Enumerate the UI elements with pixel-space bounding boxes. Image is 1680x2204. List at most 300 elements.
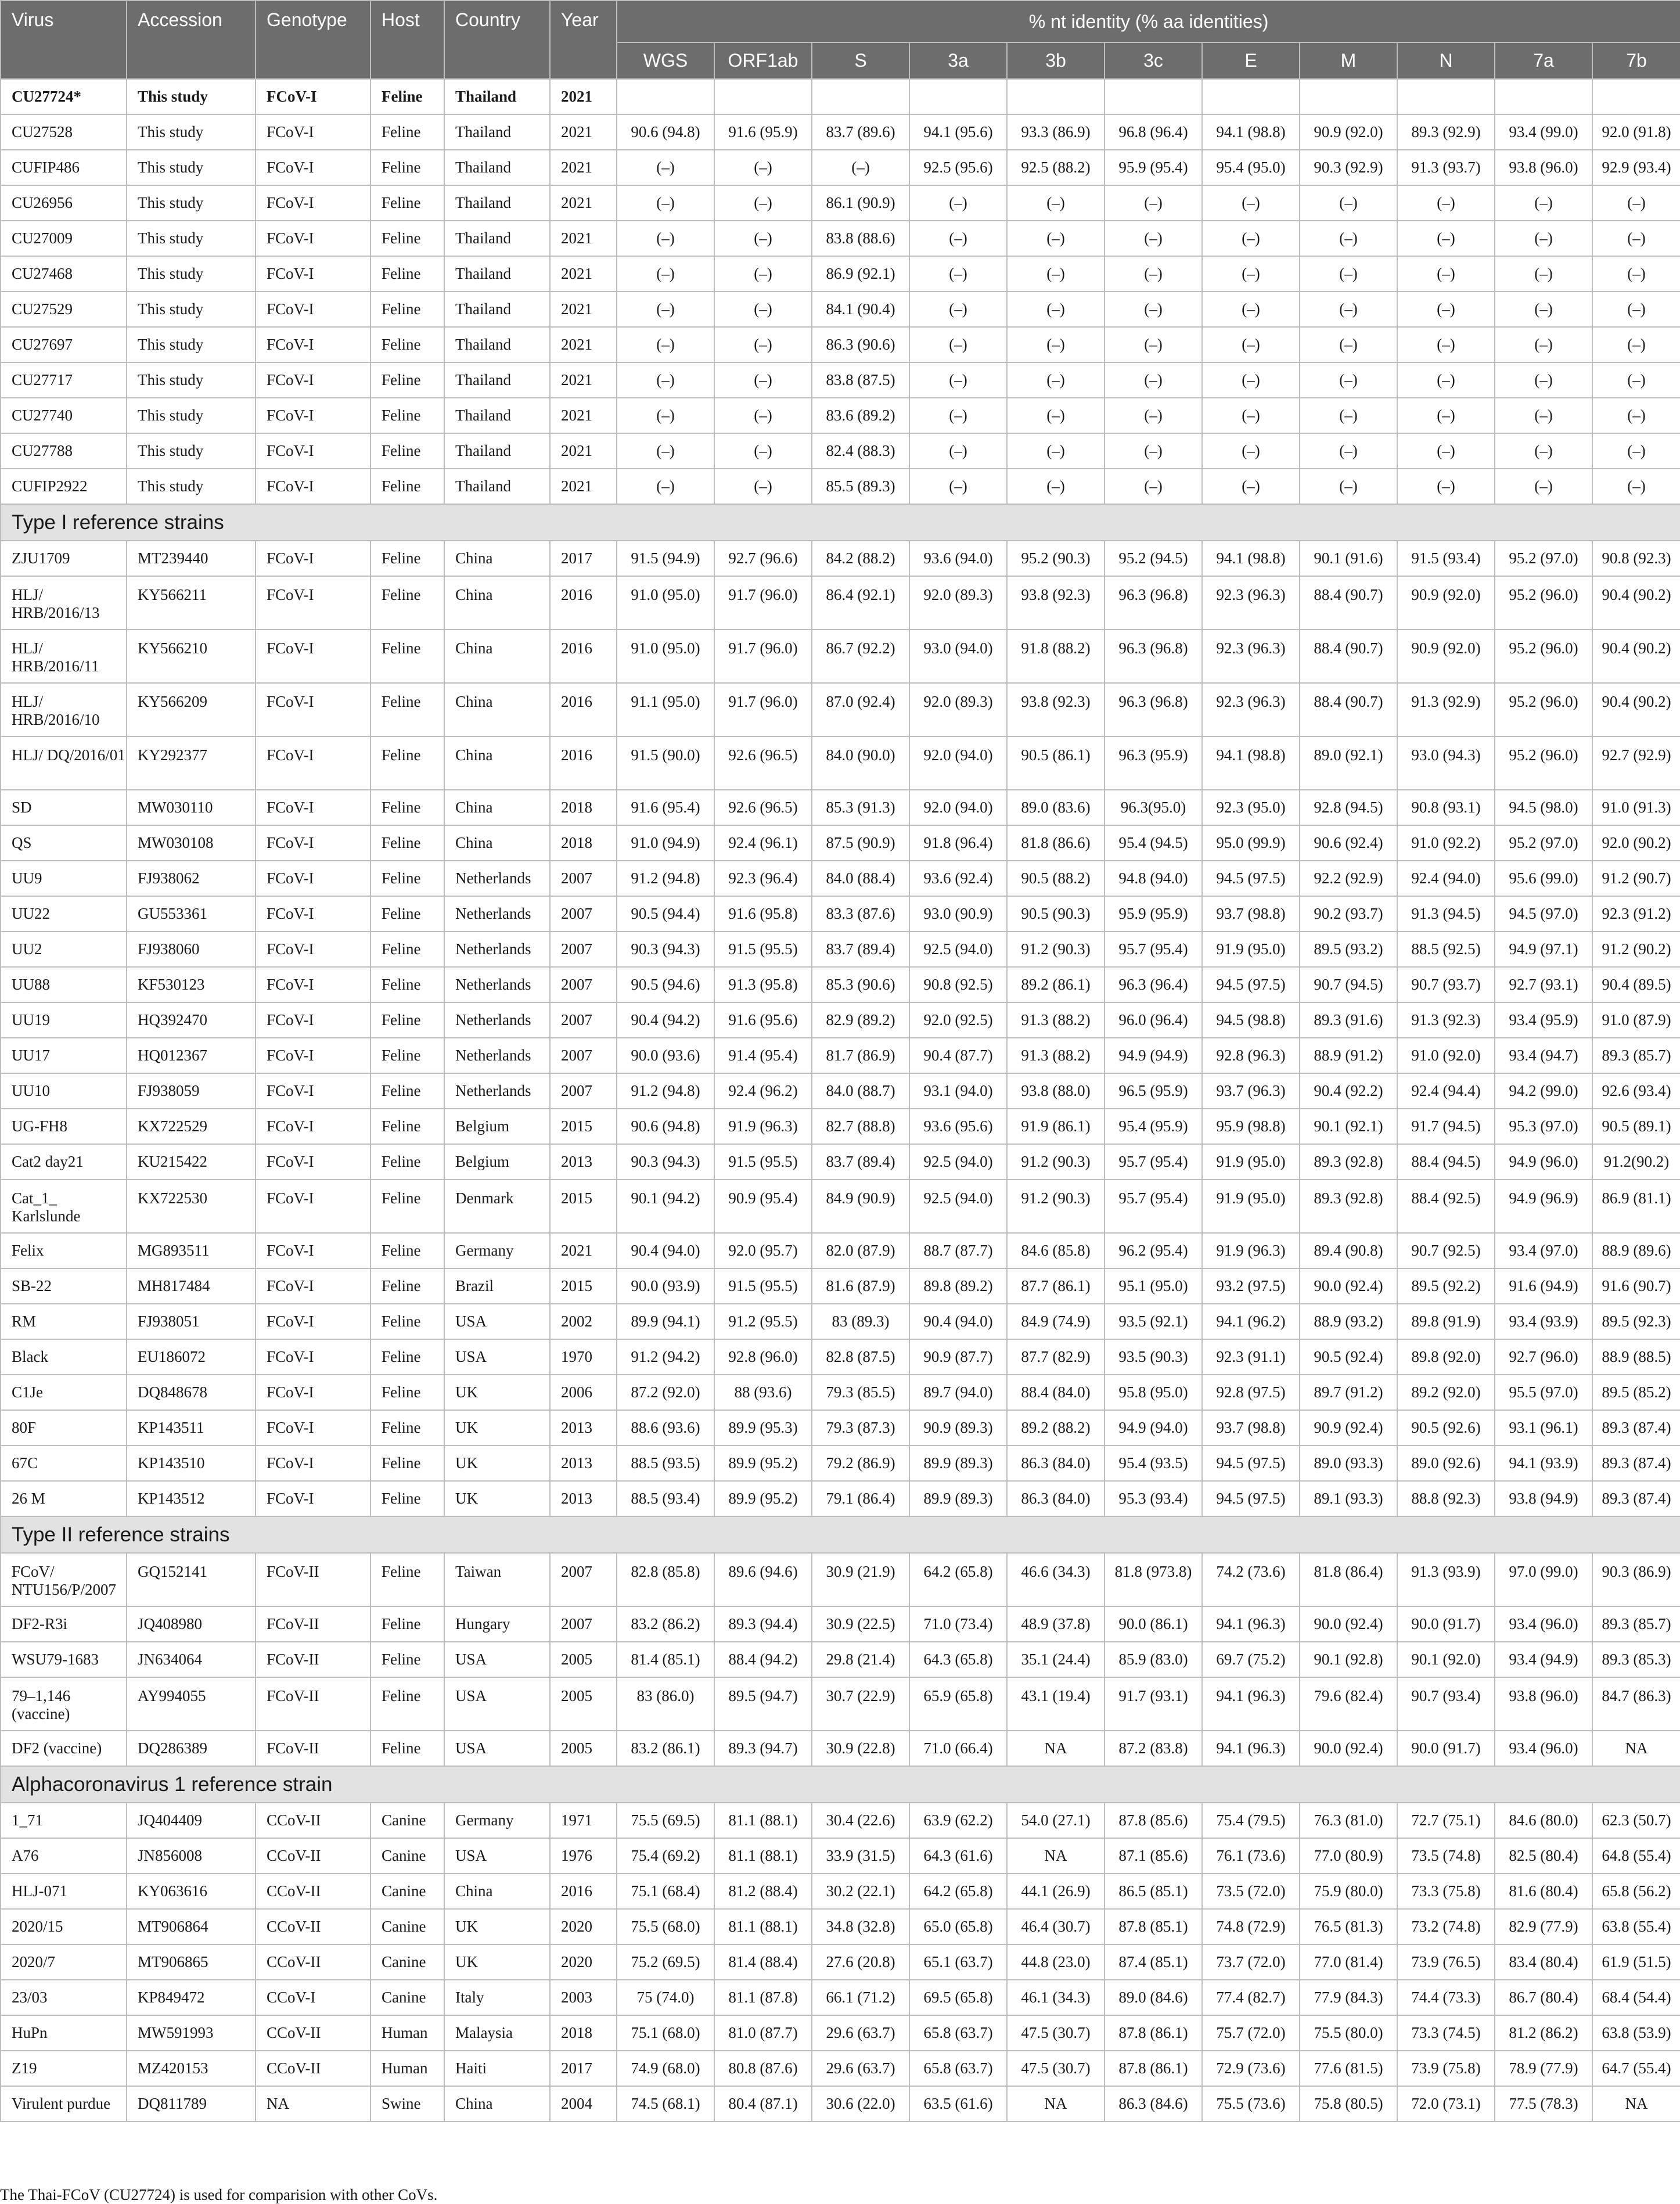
header-gene: M <box>1300 42 1397 79</box>
identity-value-cell: 90.6 (94.8) <box>617 114 714 150</box>
year-cell: 2018 <box>550 790 617 825</box>
identity-value-cell: (–) <box>1300 433 1397 469</box>
identity-value-cell: 73.5 (72.0) <box>1202 1874 1300 1909</box>
table-row <box>1 1038 1680 1073</box>
identity-value-cell <box>1007 79 1105 114</box>
identity-value-cell: (–) <box>1397 292 1495 327</box>
identity-value-cell: 91.3 (92.3) <box>1397 1002 1495 1038</box>
accession-cell: This study <box>127 79 256 114</box>
identity-value-cell: 94.2 (99.0) <box>1495 1073 1592 1109</box>
identity-value-cell: NA <box>1007 1731 1105 1766</box>
host-cell: Feline <box>370 1677 444 1731</box>
year-cell: 1976 <box>550 1838 617 1874</box>
identity-value-cell: 73.9 (76.5) <box>1397 1944 1495 1980</box>
year-cell: 2006 <box>550 1375 617 1410</box>
identity-value-cell: 65.8 (63.7) <box>909 2051 1007 2086</box>
year-cell: 2015 <box>550 1109 617 1144</box>
identity-value-cell: 88.5 (92.5) <box>1397 932 1495 967</box>
identity-value-cell: (–) <box>714 433 812 469</box>
identity-value-cell: (–) <box>1202 362 1300 398</box>
identity-value-cell: 66.1 (71.2) <box>812 1980 909 2015</box>
accession-cell: FJ938062 <box>127 861 256 896</box>
identity-value-cell: 94.5 (97.5) <box>1202 1446 1300 1481</box>
identity-value-cell: 86.3 (84.6) <box>1105 2086 1202 2122</box>
host-cell: Feline <box>370 79 444 114</box>
identity-value-cell: 95.3 (93.4) <box>1105 1481 1202 1516</box>
genotype-cell: FCoV-I <box>256 256 370 292</box>
identity-value-cell: (–) <box>1397 362 1495 398</box>
identity-value-cell: 88.8 (92.3) <box>1397 1481 1495 1516</box>
year-cell: 2007 <box>550 1002 617 1038</box>
identity-value-cell: 95.7 (95.4) <box>1105 1144 1202 1180</box>
identity-value-cell: 92.3 (96.3) <box>1202 683 1300 736</box>
host-cell: Feline <box>370 1073 444 1109</box>
identity-value-cell: (–) <box>909 256 1007 292</box>
identity-value-cell: 84.0 (88.7) <box>812 1073 909 1109</box>
identity-value-cell: 94.1 (96.3) <box>1202 1606 1300 1642</box>
virus-cell: UU2 <box>1 932 127 967</box>
host-cell: Canine <box>370 1838 444 1874</box>
identity-value-cell: 91.5 (95.5) <box>714 932 812 967</box>
genotype-cell: FCoV-I <box>256 861 370 896</box>
host-cell: Feline <box>370 1553 444 1606</box>
identity-value-cell: 64.3 (65.8) <box>909 1642 1007 1677</box>
table-row <box>1 896 1680 932</box>
table-row <box>1 1553 1680 1606</box>
identity-value-cell: 93.6 (94.0) <box>909 541 1007 576</box>
identity-value-cell: 90.4 (94.0) <box>909 1304 1007 1339</box>
identity-value-cell: 65.8 (63.7) <box>909 2015 1007 2051</box>
identity-value-cell: 95.0 (99.9) <box>1202 825 1300 861</box>
identity-value-cell: 88.4 (90.7) <box>1300 630 1397 683</box>
identity-value-cell: (–) <box>909 398 1007 433</box>
identity-value-cell: 91.7 (96.0) <box>714 683 812 736</box>
identity-value-cell: 95.2 (96.0) <box>1495 576 1592 630</box>
identity-value-cell: 75.9 (80.0) <box>1300 1874 1397 1909</box>
year-cell: 2021 <box>550 398 617 433</box>
identity-value-cell: (–) <box>617 221 714 256</box>
country-cell: UK <box>444 1944 550 1980</box>
identity-value-cell: (–) <box>909 327 1007 362</box>
identity-value-cell: 94.9 (97.1) <box>1495 932 1592 967</box>
genotype-cell: FCoV-I <box>256 1233 370 1268</box>
accession-cell: This study <box>127 292 256 327</box>
identity-value-cell: 92.4 (96.1) <box>714 825 812 861</box>
identity-value-cell: 90.4 (94.0) <box>617 1233 714 1268</box>
virus-cell: HLJ/ HRB/2016/13 <box>1 576 127 630</box>
identity-value-cell: 88.9 (88.5) <box>1592 1339 1680 1375</box>
identity-value-cell: 89.8 (92.0) <box>1397 1339 1495 1375</box>
identity-value-cell: 80.8 (87.6) <box>714 2051 812 2086</box>
genotype-cell: FCoV-I <box>256 932 370 967</box>
identity-value-cell <box>1202 79 1300 114</box>
identity-value-cell: 92.5 (94.0) <box>909 1180 1007 1233</box>
virus-cell: HLJ/ DQ/2016/01 <box>1 736 127 790</box>
table-row <box>1 1980 1680 2015</box>
identity-value-cell: 91.9 (95.0) <box>1202 932 1300 967</box>
identity-value-cell: 90.7 (92.5) <box>1397 1233 1495 1268</box>
identity-value-cell: 75.2 (69.5) <box>617 1944 714 1980</box>
identity-value-cell: 95.2 (90.3) <box>1007 541 1105 576</box>
identity-value-cell: 89.9 (95.3) <box>714 1410 812 1446</box>
table-row <box>1 630 1680 683</box>
identity-value-cell: 93.0 (94.0) <box>909 630 1007 683</box>
identity-value-cell: 91.5 (95.5) <box>714 1144 812 1180</box>
section-title: Type I reference strains <box>1 504 1680 541</box>
identity-value-cell: 83.2 (86.1) <box>617 1731 714 1766</box>
identity-value-cell: 89.5 (94.7) <box>714 1677 812 1731</box>
identity-value-cell: 83.3 (87.6) <box>812 896 909 932</box>
table-row <box>1 256 1680 292</box>
identity-value-cell: 92.4 (94.4) <box>1397 1073 1495 1109</box>
identity-value-cell: 91.6 (90.7) <box>1592 1268 1680 1304</box>
table-row <box>1 2051 1680 2086</box>
genotype-cell: FCoV-I <box>256 150 370 185</box>
identity-value-cell: 92.5 (94.0) <box>909 932 1007 967</box>
identity-value-cell: 77.6 (81.5) <box>1300 2051 1397 2086</box>
identity-value-cell: 73.5 (74.8) <box>1397 1838 1495 1874</box>
accession-cell: KP143512 <box>127 1481 256 1516</box>
virus-cell: DF2 (vaccine) <box>1 1731 127 1766</box>
identity-value-cell: 92.6 (96.5) <box>714 790 812 825</box>
identity-value-cell: 91.0 (95.0) <box>617 630 714 683</box>
identity-value-cell: 85.5 (89.3) <box>812 469 909 504</box>
identity-value-cell: 92.5 (88.2) <box>1007 150 1105 185</box>
identity-value-cell: 95.3 (97.0) <box>1495 1109 1592 1144</box>
host-cell: Canine <box>370 1944 444 1980</box>
identity-value-cell: 92.8 (94.5) <box>1300 790 1397 825</box>
identity-value-cell: 90.4 (92.2) <box>1300 1073 1397 1109</box>
genotype-cell: FCoV-I <box>256 1304 370 1339</box>
header-gene: 7b <box>1592 42 1680 79</box>
identity-value-cell: 89.9 (94.1) <box>617 1304 714 1339</box>
identity-value-cell: (–) <box>617 150 714 185</box>
accession-cell: KX722529 <box>127 1109 256 1144</box>
host-cell: Feline <box>370 967 444 1002</box>
virus-cell: CUFIP486 <box>1 150 127 185</box>
host-cell: Feline <box>370 292 444 327</box>
identity-value-cell: 83 (89.3) <box>812 1304 909 1339</box>
identity-value-cell: 92.8 (96.3) <box>1202 1038 1300 1073</box>
identity-value-cell: 90.8 (92.5) <box>909 967 1007 1002</box>
identity-value-cell: (–) <box>1105 398 1202 433</box>
identity-value-cell: 91.8 (88.2) <box>1007 630 1105 683</box>
year-cell: 2016 <box>550 683 617 736</box>
year-cell: 2013 <box>550 1446 617 1481</box>
identity-value-cell: 44.1 (26.9) <box>1007 1874 1105 1909</box>
genotype-cell: FCoV-I <box>256 1410 370 1446</box>
country-cell: Haiti <box>444 2051 550 2086</box>
virus-cell: Cat_1_ Karlslunde <box>1 1180 127 1233</box>
identity-value-cell: 75.1 (68.0) <box>617 2015 714 2051</box>
host-cell: Human <box>370 2015 444 2051</box>
country-cell: Netherlands <box>444 932 550 967</box>
identity-value-cell: 95.2 (94.5) <box>1105 541 1202 576</box>
identity-value-cell: 92.0 (94.0) <box>909 790 1007 825</box>
identity-value-cell: 91.0 (92.0) <box>1397 1038 1495 1073</box>
genotype-cell: FCoV-I <box>256 79 370 114</box>
identity-value-cell: 81.8 (86.4) <box>1300 1553 1397 1606</box>
header-gene: N <box>1397 42 1495 79</box>
identity-value-cell: 90.5 (92.6) <box>1397 1410 1495 1446</box>
accession-cell: KX722530 <box>127 1180 256 1233</box>
identity-value-cell: 89.3 (92.8) <box>1300 1144 1397 1180</box>
identity-value-cell: (–) <box>1007 433 1105 469</box>
genotype-cell: CCoV-II <box>256 1909 370 1944</box>
virus-cell: CU27468 <box>1 256 127 292</box>
identity-value-cell: 93.6 (95.6) <box>909 1109 1007 1144</box>
identity-value-cell <box>1397 79 1495 114</box>
country-cell: Italy <box>444 1980 550 2015</box>
year-cell: 1970 <box>550 1339 617 1375</box>
identity-value-cell: (–) <box>1592 327 1680 362</box>
identity-value-cell: 96.2 (95.4) <box>1105 1233 1202 1268</box>
host-cell: Feline <box>370 1642 444 1677</box>
identity-value-cell: 90.0 (93.6) <box>617 1038 714 1073</box>
identity-value-cell: 69.5 (65.8) <box>909 1980 1007 2015</box>
identity-value-cell: (–) <box>1300 256 1397 292</box>
year-cell: 2016 <box>550 736 617 790</box>
identity-value-cell: 72.0 (73.1) <box>1397 2086 1495 2122</box>
virus-cell: UU17 <box>1 1038 127 1073</box>
identity-value-cell: 88.9 (89.6) <box>1592 1233 1680 1268</box>
table-row <box>1 1803 1680 1838</box>
accession-cell: This study <box>127 469 256 504</box>
identity-value-cell: 91.2 (94.8) <box>617 1073 714 1109</box>
identity-value-cell: 93.4 (95.9) <box>1495 1002 1592 1038</box>
country-cell: Malaysia <box>444 2015 550 2051</box>
virus-cell: SB-22 <box>1 1268 127 1304</box>
accession-cell: MT906864 <box>127 1909 256 1944</box>
virus-cell: UU9 <box>1 861 127 896</box>
identity-value-cell: 72.9 (73.6) <box>1202 2051 1300 2086</box>
identity-value-cell: 92.8 (97.5) <box>1202 1375 1300 1410</box>
header-gene: ORF1ab <box>714 42 812 79</box>
identity-value-cell: 81.2 (88.4) <box>714 1874 812 1909</box>
identity-value-cell: 83 (86.0) <box>617 1677 714 1731</box>
identity-value-cell: (–) <box>1592 256 1680 292</box>
accession-cell: This study <box>127 256 256 292</box>
virus-cell: 67C <box>1 1446 127 1481</box>
table-row <box>1 825 1680 861</box>
country-cell: China <box>444 825 550 861</box>
identity-value-cell: (–) <box>1300 469 1397 504</box>
table-row <box>1 967 1680 1002</box>
identity-value-cell: 86.9 (81.1) <box>1592 1180 1680 1233</box>
table-row <box>1 790 1680 825</box>
virus-cell: CU27528 <box>1 114 127 150</box>
genotype-cell: FCoV-II <box>256 1642 370 1677</box>
identity-value-cell: 96.0 (96.4) <box>1105 1002 1202 1038</box>
genotype-cell: FCoV-I <box>256 1375 370 1410</box>
country-cell: UK <box>444 1481 550 1516</box>
identity-value-cell: 81.6 (80.4) <box>1495 1874 1592 1909</box>
identity-value-cell: (–) <box>1495 327 1592 362</box>
identity-value-cell: (–) <box>1202 292 1300 327</box>
identity-value-cell: 91.2 (95.5) <box>714 1304 812 1339</box>
table-row <box>1 1109 1680 1144</box>
header-gene: S <box>812 42 909 79</box>
genotype-cell: CCoV-II <box>256 1944 370 1980</box>
genotype-cell: NA <box>256 2086 370 2122</box>
identity-value-cell: 94.5 (98.8) <box>1202 1002 1300 1038</box>
identity-value-cell: 95.9 (98.8) <box>1202 1109 1300 1144</box>
country-cell: Germany <box>444 1233 550 1268</box>
virus-cell: UG-FH8 <box>1 1109 127 1144</box>
country-cell: Thailand <box>444 79 550 114</box>
identity-value-cell: 94.1 (96.3) <box>1202 1731 1300 1766</box>
table-row <box>1 1233 1680 1268</box>
host-cell: Feline <box>370 683 444 736</box>
identity-value-cell: 64.8 (55.4) <box>1592 1838 1680 1874</box>
virus-cell: UU22 <box>1 896 127 932</box>
identity-value-cell: 89.2 (92.0) <box>1397 1375 1495 1410</box>
identity-value-cell: (–) <box>1007 362 1105 398</box>
identity-value-cell: 89.3 (94.7) <box>714 1731 812 1766</box>
year-cell: 2021 <box>550 114 617 150</box>
accession-cell: This study <box>127 327 256 362</box>
genotype-cell: FCoV-I <box>256 825 370 861</box>
table-row <box>1 221 1680 256</box>
host-cell: Feline <box>370 256 444 292</box>
identity-value-cell: 91.0 (94.9) <box>617 825 714 861</box>
identity-value-cell: 54.0 (27.1) <box>1007 1803 1105 1838</box>
country-cell: Thailand <box>444 469 550 504</box>
header-gene: 3b <box>1007 42 1105 79</box>
identity-value-cell: 92.0 (95.7) <box>714 1233 812 1268</box>
accession-cell: FJ938059 <box>127 1073 256 1109</box>
identity-value-cell: (–) <box>617 433 714 469</box>
genotype-cell: FCoV-II <box>256 1553 370 1606</box>
identity-value-cell: 91.6 (95.4) <box>617 790 714 825</box>
identity-value-cell: 90.0 (91.7) <box>1397 1731 1495 1766</box>
identity-value-cell: 89.0 (83.6) <box>1007 790 1105 825</box>
identity-value-cell: (–) <box>617 398 714 433</box>
identity-value-cell: 94.8 (94.0) <box>1105 861 1202 896</box>
table-body <box>1 79 1680 2122</box>
genotype-cell: FCoV-I <box>256 1339 370 1375</box>
identity-value-cell: (–) <box>714 362 812 398</box>
country-cell: Thailand <box>444 398 550 433</box>
identity-value-cell: 89.5 (92.3) <box>1592 1304 1680 1339</box>
identity-value-cell: 46.4 (30.7) <box>1007 1909 1105 1944</box>
identity-value-cell: 30.6 (22.0) <box>812 2086 909 2122</box>
identity-value-cell: 85.9 (83.0) <box>1105 1642 1202 1677</box>
virus-cell: CU27724* <box>1 79 127 114</box>
identity-value-cell: 93.5 (92.1) <box>1105 1304 1202 1339</box>
identity-value-cell: 83.6 (89.2) <box>812 398 909 433</box>
virus-cell: QS <box>1 825 127 861</box>
identity-value-cell: 81.6 (87.9) <box>812 1268 909 1304</box>
country-cell: Thailand <box>444 150 550 185</box>
section-title: Type II reference strains <box>1 1516 1680 1553</box>
identity-value-cell: 74.4 (73.3) <box>1397 1980 1495 2015</box>
identity-value-cell: 84.2 (88.2) <box>812 541 909 576</box>
country-cell: China <box>444 630 550 683</box>
identity-value-cell <box>1495 79 1592 114</box>
identity-value-cell: (–) <box>1592 362 1680 398</box>
identity-value-cell: (–) <box>909 362 1007 398</box>
year-cell: 2017 <box>550 2051 617 2086</box>
identity-value-cell: 82.0 (87.9) <box>812 1233 909 1268</box>
identity-value-cell: 95.2 (96.0) <box>1495 630 1592 683</box>
identity-value-cell: 90.0 (93.9) <box>617 1268 714 1304</box>
identity-value-cell: 91.2 (90.7) <box>1592 861 1680 896</box>
identity-value-cell: 89.0 (92.6) <box>1397 1446 1495 1481</box>
identity-value-cell: 86.7 (92.2) <box>812 630 909 683</box>
genotype-cell: CCoV-II <box>256 1803 370 1838</box>
identity-value-cell: 89.3 (85.7) <box>1592 1606 1680 1642</box>
host-cell: Feline <box>370 630 444 683</box>
year-cell: 2016 <box>550 576 617 630</box>
year-cell: 2018 <box>550 825 617 861</box>
virus-cell: CU27717 <box>1 362 127 398</box>
identity-value-cell: 92.7 (93.1) <box>1495 967 1592 1002</box>
host-cell: Feline <box>370 327 444 362</box>
accession-cell: JN856008 <box>127 1838 256 1874</box>
identity-value-cell: 30.2 (22.1) <box>812 1874 909 1909</box>
identity-value-cell: 73.2 (74.8) <box>1397 1909 1495 1944</box>
genotype-cell: FCoV-II <box>256 1731 370 1766</box>
identity-value-cell: 84.9 (90.9) <box>812 1180 909 1233</box>
identity-value-cell: 75 (74.0) <box>617 1980 714 2015</box>
header-gene: E <box>1202 42 1300 79</box>
year-cell: 2018 <box>550 2015 617 2051</box>
identity-value-cell: 92.4 (96.2) <box>714 1073 812 1109</box>
identity-value-cell: 91.2 (94.8) <box>617 861 714 896</box>
identity-value-cell: 89.5 (93.2) <box>1300 932 1397 967</box>
identity-value-cell: 95.4 (95.0) <box>1202 150 1300 185</box>
identity-value-cell: 94.1 (98.8) <box>1202 736 1300 790</box>
identity-value-cell: 93.0 (94.3) <box>1397 736 1495 790</box>
identity-value-cell <box>812 79 909 114</box>
header-country: Country <box>444 1 550 79</box>
identity-value-cell: 92.7 (96.0) <box>1495 1339 1592 1375</box>
identity-value-cell: 90.9 (92.4) <box>1300 1410 1397 1446</box>
host-cell: Feline <box>370 932 444 967</box>
year-cell: 2002 <box>550 1304 617 1339</box>
identity-value-cell: 95.6 (99.0) <box>1495 861 1592 896</box>
identity-value-cell: 90.9 (92.0) <box>1397 630 1495 683</box>
identity-value-cell: 76.3 (81.0) <box>1300 1803 1397 1838</box>
identity-value-cell: 77.9 (84.3) <box>1300 1980 1397 2015</box>
identity-value-cell: 81.2 (86.2) <box>1495 2015 1592 2051</box>
identity-value-cell: 92.0 (94.0) <box>909 736 1007 790</box>
identity-value-cell: 91.3 (88.2) <box>1007 1002 1105 1038</box>
identity-value-cell: 75.7 (72.0) <box>1202 2015 1300 2051</box>
identity-value-cell: 77.5 (78.3) <box>1495 2086 1592 2122</box>
identity-value-cell: 90.1 (91.6) <box>1300 541 1397 576</box>
identity-value-cell: 74.2 (73.6) <box>1202 1553 1300 1606</box>
accession-cell: KY566211 <box>127 576 256 630</box>
identity-value-cell: 95.2 (96.0) <box>1495 736 1592 790</box>
identity-value-cell: 93.8 (92.3) <box>1007 576 1105 630</box>
table-row <box>1 1642 1680 1677</box>
identity-value-cell: 91.3 (95.8) <box>714 967 812 1002</box>
accession-cell: MT906865 <box>127 1944 256 1980</box>
identity-value-cell: (–) <box>714 221 812 256</box>
identity-value-cell: (–) <box>714 327 812 362</box>
section-title: Alphacoronavirus 1 reference strain <box>1 1766 1680 1803</box>
identity-value-cell: 94.5 (97.0) <box>1495 896 1592 932</box>
identity-value-cell: 85.3 (91.3) <box>812 790 909 825</box>
identity-value-cell: 90.9 (89.3) <box>909 1410 1007 1446</box>
identity-value-cell: 90.0 (92.4) <box>1300 1606 1397 1642</box>
country-cell: Thailand <box>444 433 550 469</box>
identity-value-cell: (–) <box>1397 256 1495 292</box>
year-cell: 2007 <box>550 1073 617 1109</box>
identity-value-cell: 63.8 (55.4) <box>1592 1909 1680 1944</box>
